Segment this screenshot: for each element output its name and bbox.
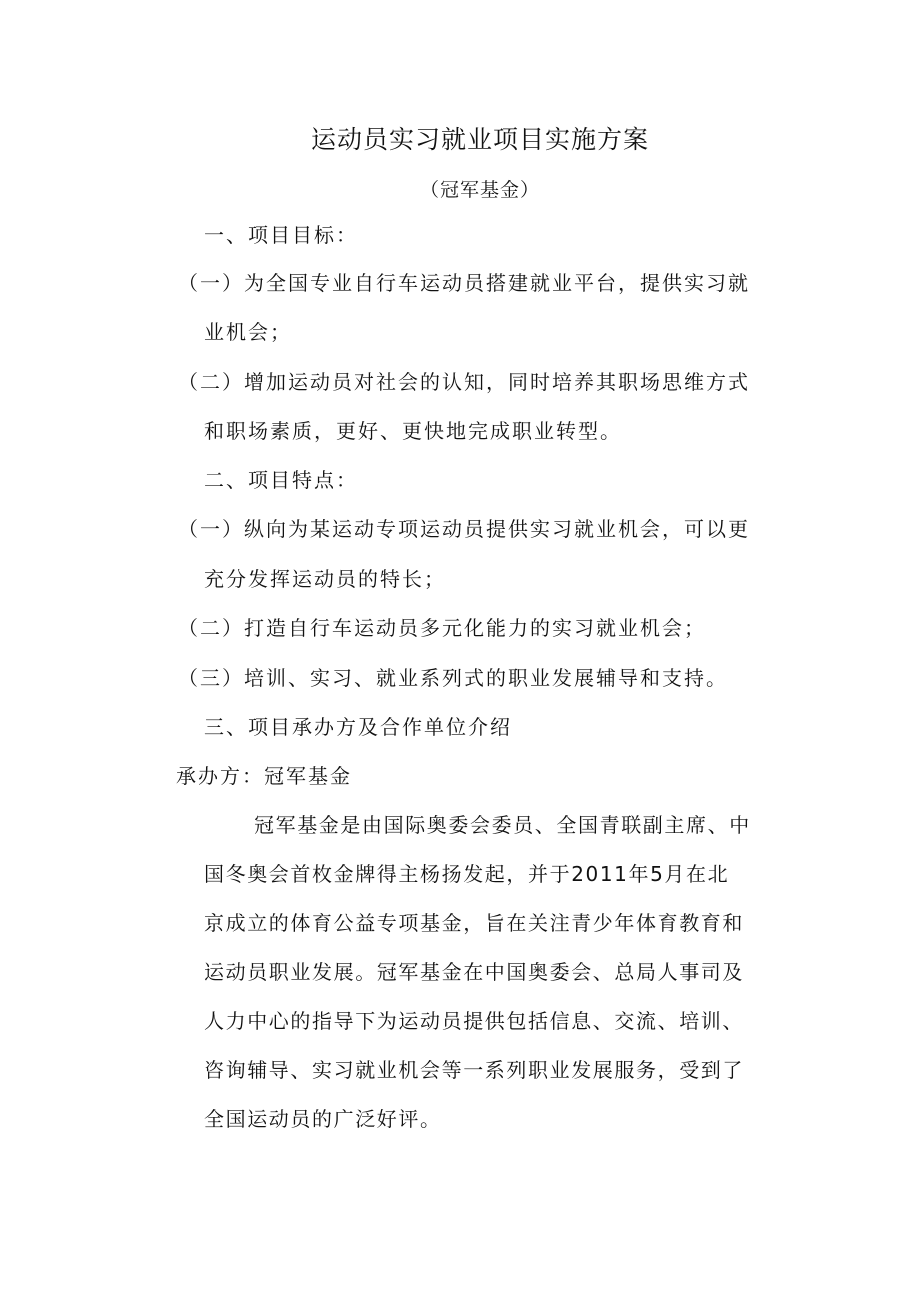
section-1-item-1-line-2: 业机会；: [204, 320, 292, 344]
paragraph-line-4: 运动员职业发展。冠军基金在中国奥委会、总局人事司及: [204, 960, 744, 984]
section-1-item-2-line-1: （二）增加运动员对社会的认知，同时培养其职场思维方式: [178, 370, 750, 394]
paragraph-line-5: 人力中心的指导下为运动员提供包括信息、交流、培训、: [204, 1009, 744, 1033]
section-2-item-3: （三）培训、实习、就业系列式的职业发展辅导和支持。: [178, 666, 728, 690]
paragraph-line-1: 冠军基金是由国际奥委会委员、全国青联副主席、中: [254, 813, 751, 837]
section-3-heading: 三、项目承办方及合作单位介绍: [204, 715, 512, 739]
section-2-item-1-line-2: 充分发挥运动员的特长；: [204, 567, 446, 591]
section-2-item-1-line-1: （一）纵向为某运动专项运动员提供实习就业机会，可以更: [178, 517, 750, 541]
section-2-item-2: （二）打造自行车运动员多元化能力的实习就业机会；: [178, 616, 706, 640]
paragraph-line-3: 京成立的体育公益专项基金，旨在关注青少年体育教育和: [204, 911, 744, 935]
document-title: 运动员实习就业项目实施方案: [310, 125, 649, 154]
host-organization: 承办方：冠军基金: [176, 764, 352, 788]
paragraph-line-2: 国冬奥会首枚金牌得主杨扬发起，并于2011年5月在北: [204, 862, 730, 886]
paragraph-line-6: 咨询辅导、实习就业机会等一系列职业发展服务，受到了: [204, 1058, 744, 1082]
paragraph-line-7: 全国运动员的广泛好评。: [204, 1107, 442, 1131]
section-1-heading: 一、项目目标：: [204, 223, 358, 247]
document-subtitle: （冠军基金）: [419, 179, 540, 201]
section-1-item-2-line-2: 和职场素质，更好、更快地完成职业转型。: [204, 419, 622, 443]
section-2-heading: 二、项目特点：: [204, 468, 358, 492]
section-1-item-1-line-1: （一）为全国专业自行车运动员搭建就业平台，提供实习就: [178, 271, 750, 295]
